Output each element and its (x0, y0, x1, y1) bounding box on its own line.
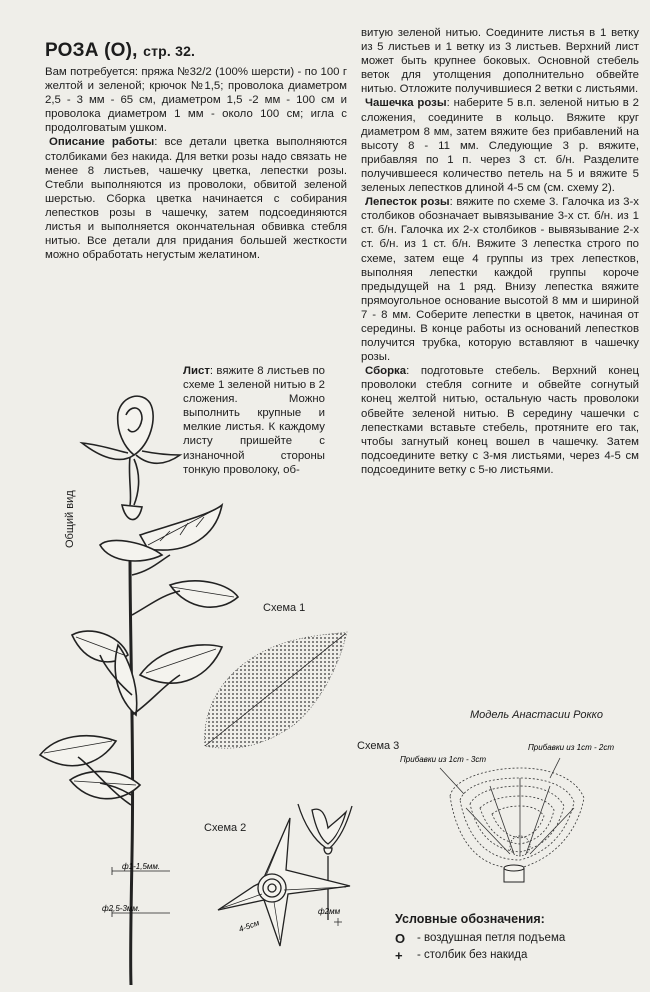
legend-sc-text: - столбик без накида (417, 949, 528, 961)
increase-3st-label: Прибавки из 1ст - 3ст (400, 755, 486, 764)
leaf-text: : вяжите 8 листьев по схеме 1 зеленой нитью в 2 сложения. Можно выполнить крупные и мелкие листья. К каждому листу пришейте с изнаночной стороны тонкую проволоку, об- (183, 365, 325, 476)
increase-2st-label: Прибавки из 1ст - 2ст (528, 743, 614, 752)
assembly-paragraph (361, 364, 639, 477)
description-text: : все детали цветка выполняются столбиками без накида. Для ветки розы надо связать не менее 8 листьев, чашечку цветка, лепестки розы. Стебли выполняются из проволоки, обвитой зеленой шерстью. Сборка цветка начинается с собирания лепестков розы в чашечку, затем подсоединяются листья и выполняется окончательная обвивка стебля нитью. Все детали для придания большей жесткости можно обработать негустым желатином. (45, 136, 348, 262)
leaf-continued-paragraph: витую зеленой нитью. Соедините листья в 1 ветку из 5 листьев и 1 ветку из 3 листьев. Верхний лист может быть крупнее боковых. Основной стебель веток для утолщения дополнительно обвейте нитью. Отложите получившиеся 2 ветки с листьями. (361, 27, 639, 96)
legend-row-chain (395, 930, 635, 947)
designer-credit: Модель Анастасии Рокко (470, 709, 603, 721)
stem-diameter-upper: ф1-1,5мм. (122, 862, 161, 871)
cup-paragraph (361, 96, 639, 195)
scheme2-cup-diagram (200, 790, 360, 960)
assembly-text: : подготовьте стебель. Верхний конец проволоки стебля согните и обвейте согнутый конец желтой нитью, остальную часть проволоки обвейте зеленой нитью. В середину чашечки с лепестками вставьте стебель, протяните его так, чтобы загнутый конец вошел в чашечку. Затем подсоедините ветку с 3-мя листьями, через 4-5 см подсоедините ветку с 5-ю листьями. (361, 365, 639, 476)
scheme1-label: Схема 1 (263, 602, 306, 614)
rose-bud (118, 396, 153, 455)
legend (395, 912, 635, 964)
materials-paragraph: Вам потребуется: пряжа №32/2 (100% шерсти) - по 100 г желтой и зеленой; крючок №1,5; проволока диаметром 2,5 - 3 мм - 65 см, диаметром 1,5 -2 мм - 100 см и проволока диаметром 1 мм - около 100 см; игла с продолговатым ушком. (45, 66, 347, 135)
chain-symbol-icon: О (395, 931, 406, 946)
scheme2-label: Схема 2 (204, 822, 247, 834)
article-title (45, 40, 347, 62)
legend-title: Условные обозначения: (395, 912, 545, 926)
title-page-ref: стр. 32. (143, 43, 196, 59)
cup-heading: Чашечка розы (365, 97, 447, 110)
assembly-heading: Сборка (365, 365, 407, 378)
cup-wire-diameter: ф2мм (318, 907, 341, 916)
petal-length: 4-5см (237, 918, 261, 934)
general-view-label: Общий вид (64, 490, 76, 548)
petal-paragraph (361, 195, 639, 364)
description-paragraph (45, 135, 347, 262)
scheme3-petal-diagram (400, 738, 614, 903)
stem-diameter-lower: ф2,5-3мм. (102, 904, 141, 913)
title-main: РОЗА (О), (45, 40, 138, 61)
scheme3-label: Схема 3 (357, 740, 400, 752)
rose-stem (130, 555, 133, 985)
petal-text: : вяжите по схеме 3. Галочка из 3-х столбиков обозначает вывязывание 3-х ст. б/н. из 1 ст. б/н. Галочка их 2-х столбиков - вывязывание 2-х ст. б/н. из 1 ст. б/н. Вяжите 3 лепестка строго по схеме, затем еще 4 группы из трех лепестков, выполняя лепестки каждой группы короче предыдущей на 1 ряд. Внизу лепестка вяжите прямоугольное основание высотой 8 мм и шириной 7 - 8 мм. Соберите лепестки в цветок, начиная от середины. В конце работы из оснований лепестков получится трубка, которую вставляют в чашечку розы. (361, 196, 639, 364)
right-column (361, 26, 639, 477)
left-column (45, 40, 347, 262)
cup-text: : наберите 5 в.п. зеленой нитью в 2 сложения, соедините в кольцо. Вяжите круг диаметром 8 мм, затем вяжите без прибавлений на высоту 8 - 11 мм. Следующие 3 р. вяжите, прибавляя по 1 п. через 3 ст. б/н. Разделите получившееся количество петель на 5 и вяжите 5 зеленых лепестков длиной 4-5 см (см. схему 2). (361, 97, 640, 195)
petal-heading: Лепесток розы (365, 196, 450, 209)
plus-symbol-icon: + (395, 948, 403, 963)
description-heading: Описание работы (49, 136, 155, 149)
scheme1-leaf-diagram (195, 628, 355, 758)
legend-chain-text: - воздушная петля подъема (417, 932, 566, 944)
leaf-heading: Лист (183, 365, 210, 377)
legend-row-sc (395, 947, 635, 964)
